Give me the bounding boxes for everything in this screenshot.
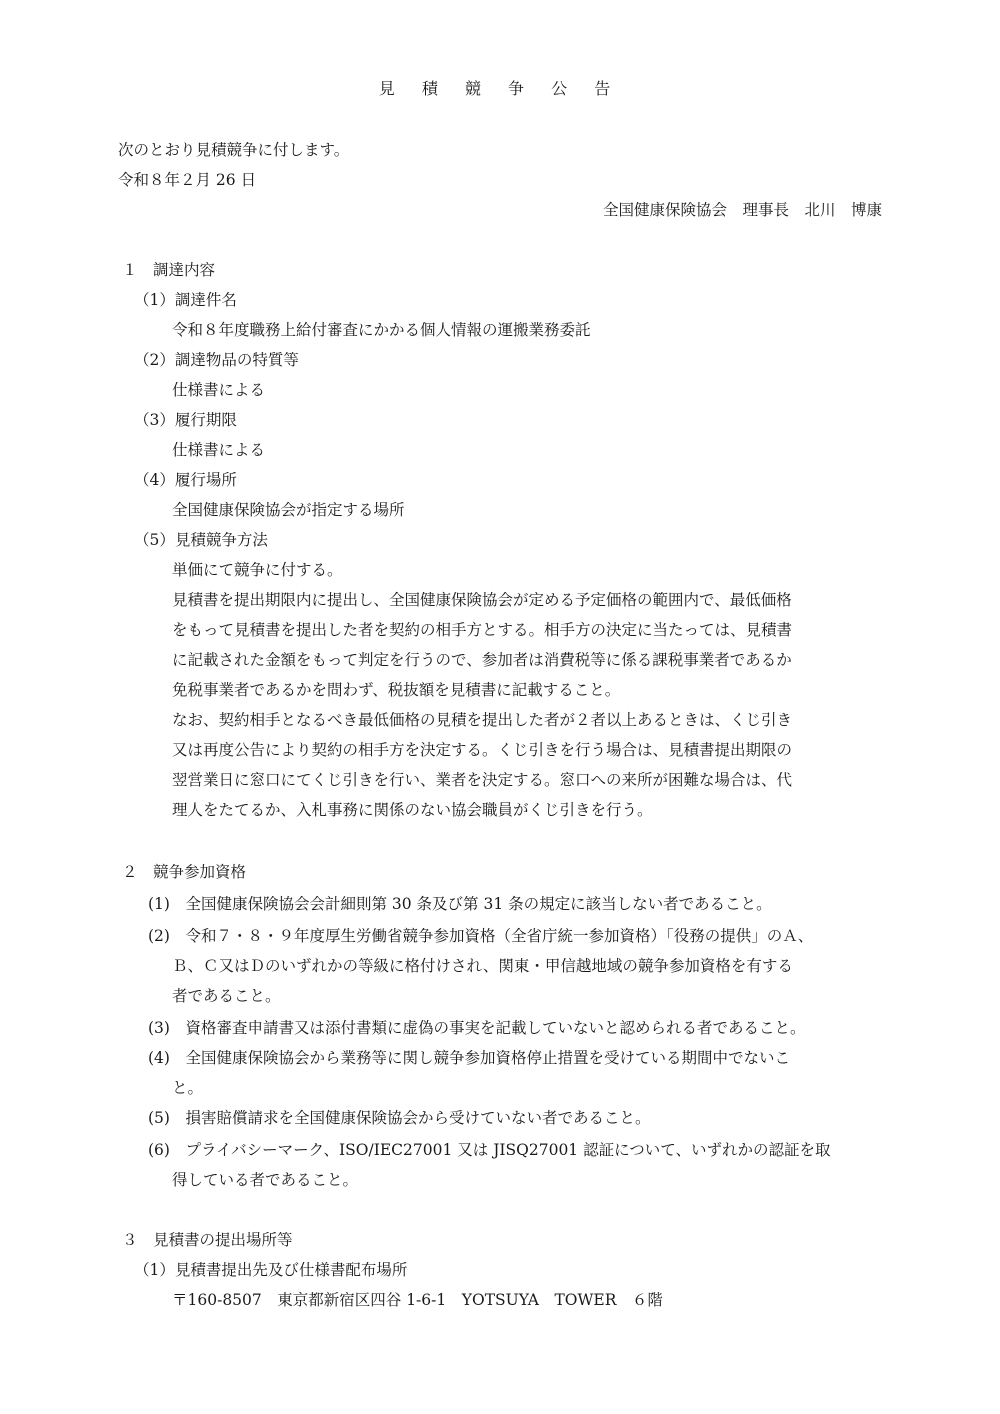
item-1-1-label: （1）調達件名 <box>134 291 237 309</box>
document-title: 見 積 競 争 公 告 <box>378 79 622 98</box>
item-2-6-line: 得している者であること。 <box>172 1171 359 1189</box>
item-1-1-text: 令和８年度職務上給付審査にかかる個人情報の運搬業務委託 <box>172 321 591 339</box>
item-2-6-line: (6) プライバシーマーク、ISO/IEC27001 又は JISQ27001 認証について、いずれかの認証を取 <box>148 1141 831 1159</box>
issue-date: 令和８年２月 26 日 <box>118 171 257 189</box>
item-2-2-line: Ｂ、Ｃ又はＤのいずれかの等級に格付けされ、関東・甲信越地域の競争参加資格を有する <box>172 957 793 975</box>
item-1-5-line: 翌営業日に窓口にてくじ引きを行い、業者を決定する。窓口への来所が困難な場合は、代 <box>172 771 793 789</box>
section-3-heading: ３ 見積書の提出場所等 <box>122 1231 293 1249</box>
item-1-4-text: 全国健康保険協会が指定する場所 <box>172 501 405 519</box>
item-1-5-line: に記載された金額をもって判定を行うので、参加者は消費税等に係る課税事業者であるか <box>172 651 792 669</box>
intro-text: 次のとおり見積競争に付します。 <box>118 141 350 159</box>
item-2-1: (1) 全国健康保険協会会計細則第 30 条及び第 31 条の規定に該当しない者であること。 <box>148 895 772 913</box>
issuer-name: 全国健康保険協会 理事長 北川 博康 <box>602 201 882 219</box>
item-3-1-label: （1）見積書提出先及び仕様書配布場所 <box>134 1261 408 1279</box>
item-1-5-line: をもって見積書を提出した者を契約の相手方とする。相手方の決定に当たっては、見積書 <box>172 621 793 639</box>
item-2-4-line: と。 <box>172 1079 204 1097</box>
item-1-5-line: なお、契約相手となるべき最低価格の見積を提出した者が２者以上あるときは、くじ引き <box>172 711 793 729</box>
item-1-5-line: 又は再度公告により契約の相手方を決定する。くじ引きを行う場合は、見積書提出期限の <box>172 741 793 759</box>
item-1-2-text: 仕様書による <box>172 381 266 399</box>
item-1-5-line: 免税事業者であるかを問わず、税抜額を見積書に記載すること。 <box>172 681 621 699</box>
item-1-5-line: 理人をたてるか、入札事務に関係のない協会職員がくじ引きを行う。 <box>172 801 653 819</box>
item-1-5-line: 見積書を提出期限内に提出し、全国健康保険協会が定める予定価格の範囲内で、最低価格 <box>172 591 792 609</box>
item-3-1-address: 〒160-8507 東京都新宿区四谷 1-6-1 YOTSUYA TOWER ６階 <box>172 1291 663 1309</box>
item-2-5: (5) 損害賠償請求を全国健康保険協会から受けていない者であること。 <box>148 1109 651 1127</box>
item-2-2-line: 者であること。 <box>172 987 281 1005</box>
item-1-2-label: （2）調達物品の特質等 <box>134 351 299 369</box>
item-1-5-label: （5）見積競争方法 <box>134 531 268 549</box>
item-1-5-line: 単価にて競争に付する。 <box>172 561 343 579</box>
item-1-3-text: 仕様書による <box>172 441 266 459</box>
section-1-heading: １ 調達内容 <box>122 261 216 279</box>
item-2-3: (3) 資格審査申請書又は添付書類に虚偽の事実を記載していないと認められる者であること。 <box>148 1019 806 1037</box>
section-2-heading: ２ 競争参加資格 <box>122 863 247 881</box>
item-1-4-label: （4）履行場所 <box>134 471 237 489</box>
item-2-2-line: (2) 令和７・８・９年度厚生労働省競争参加資格（全省庁統一参加資格）「役務の提供」のＡ、 <box>148 927 814 945</box>
item-2-4-line: (4) 全国健康保険協会から業務等に関し競争参加資格停止措置を受けている期間中でないこ <box>148 1049 790 1067</box>
item-1-3-label: （3）履行期限 <box>134 411 237 429</box>
